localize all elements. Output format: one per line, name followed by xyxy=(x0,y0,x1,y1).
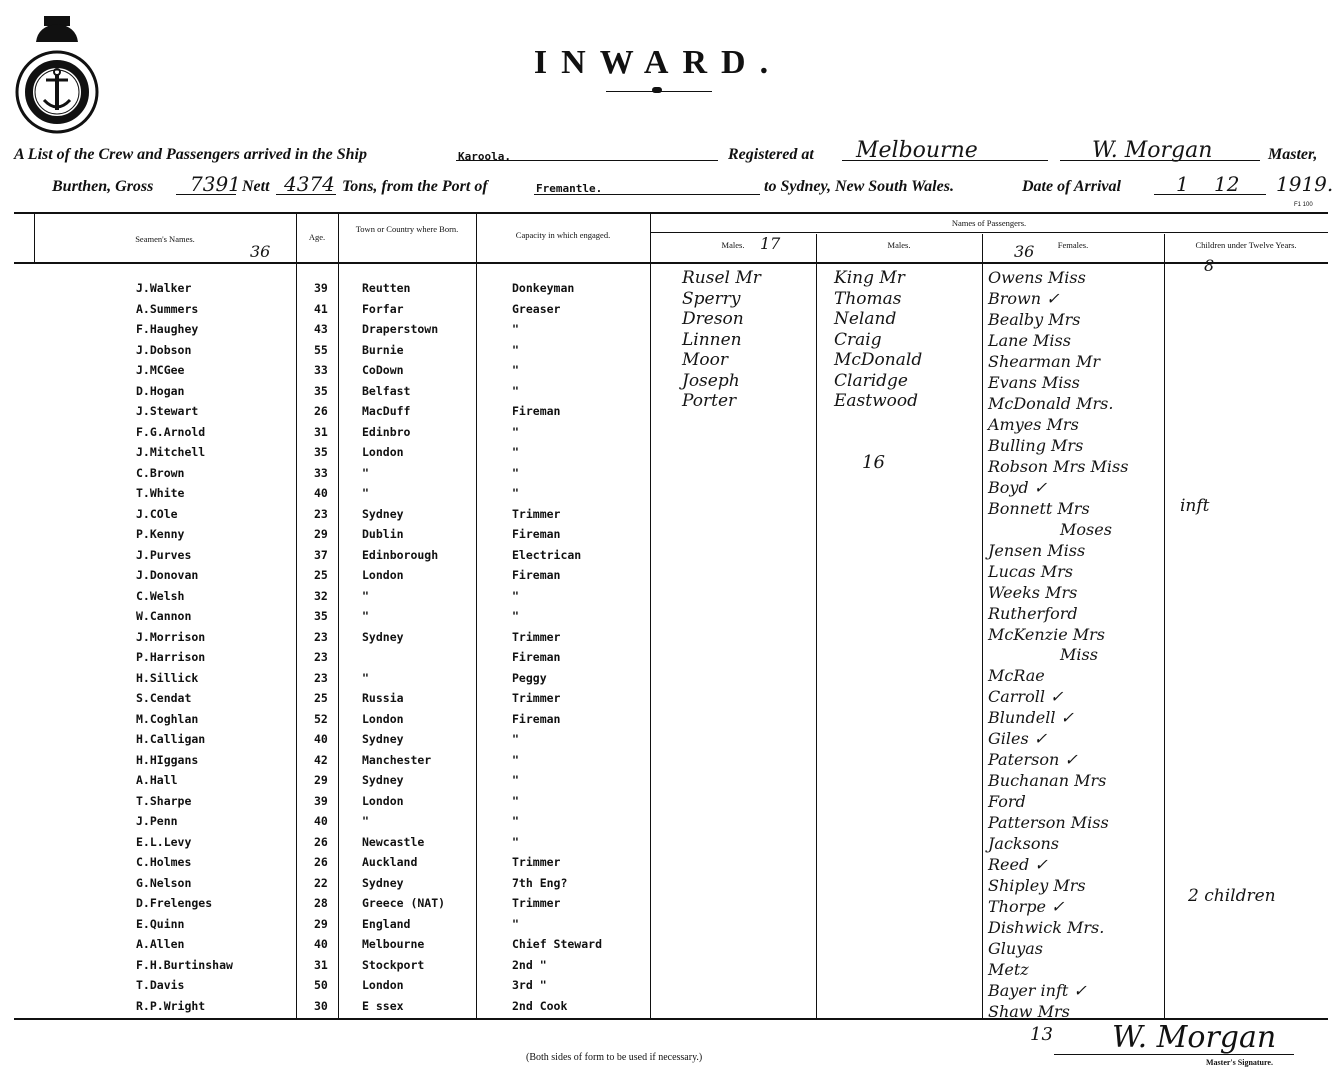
crew-capacity: 2nd Cook xyxy=(512,999,568,1013)
crew-age: 29 xyxy=(314,917,328,931)
passenger-female: Gluyas xyxy=(988,939,1043,958)
title-ornament xyxy=(652,87,662,93)
passenger-female: Bayer inft ✓ xyxy=(988,981,1087,1000)
crew-capacity: " xyxy=(512,814,519,828)
crew-age: 29 xyxy=(314,773,328,787)
crew-birthplace: Belfast xyxy=(362,384,411,398)
crew-capacity: " xyxy=(512,835,519,849)
master-signature: W. Morgan xyxy=(1112,1020,1277,1055)
passenger-female: Shearman Mr xyxy=(988,352,1101,371)
burthen-label: Burthen, Gross xyxy=(52,178,154,195)
header-males-1: Males. xyxy=(721,240,745,250)
crew-age: 23 xyxy=(314,650,328,664)
crew-age: 52 xyxy=(314,712,328,726)
crew-capacity: " xyxy=(512,917,519,931)
crew-capacity: Peggy xyxy=(512,671,547,685)
crew-capacity: " xyxy=(512,343,519,357)
crew-capacity: " xyxy=(512,384,519,398)
crew-name: A.Allen xyxy=(136,937,185,951)
crew-birthplace: Edinborough xyxy=(362,548,439,562)
passenger-female: Boyd ✓ xyxy=(988,478,1048,497)
females-count: 36 xyxy=(1014,242,1035,261)
crew-birthplace: England xyxy=(362,917,411,931)
passenger-male: Sperry xyxy=(682,288,741,309)
crew-age: 35 xyxy=(314,384,328,398)
passenger-female: Reed ✓ xyxy=(988,855,1048,874)
children-note-two: 2 children xyxy=(1188,886,1276,906)
passenger-female: Lucas Mrs xyxy=(988,562,1073,581)
crew-name: A.Summers xyxy=(136,302,199,316)
crew-name: H.Sillick xyxy=(136,671,199,685)
header-children: Children under Twelve Years. xyxy=(1195,240,1297,250)
crew-age: 25 xyxy=(314,568,328,582)
crew-capacity: 3rd " xyxy=(512,978,547,992)
crew-name: C.Holmes xyxy=(136,855,192,869)
crew-name: J.Penn xyxy=(136,814,178,828)
crew-age: 37 xyxy=(314,548,328,562)
crew-birthplace: Reutten xyxy=(362,281,411,295)
crew-birthplace: Auckland xyxy=(362,855,418,869)
passenger-female: Ford xyxy=(988,792,1026,811)
passenger-female: Moses xyxy=(1060,520,1112,539)
registered-at-value: Melbourne xyxy=(856,138,978,163)
passenger-female: Metz xyxy=(988,960,1029,979)
crew-birthplace: Russia xyxy=(362,691,404,705)
passenger-female: Paterson ✓ xyxy=(988,750,1078,769)
passenger-female: Owens Miss xyxy=(988,268,1086,287)
passenger-male: Eastwood xyxy=(834,391,919,411)
passenger-female: McDonald Mrs. xyxy=(988,394,1114,413)
passenger-female: Shipley Mrs xyxy=(988,876,1086,895)
crew-capacity: Chief Steward xyxy=(512,937,603,951)
passenger-female: Blundell ✓ xyxy=(988,708,1074,727)
crew-birthplace: " xyxy=(362,814,369,828)
crew-capacity: Trimmer xyxy=(512,855,561,869)
crew-name: J.Stewart xyxy=(136,404,199,418)
passenger-group-rule xyxy=(650,232,1328,233)
crew-name: T.Davis xyxy=(136,978,185,992)
crew-capacity: " xyxy=(512,486,519,500)
col-divider-born xyxy=(338,214,339,1018)
crew-birthplace: E ssex xyxy=(362,999,404,1013)
crew-name: C.Brown xyxy=(136,466,185,480)
crew-age: 39 xyxy=(314,281,328,295)
crew-age: 40 xyxy=(314,732,328,746)
crew-name: T.White xyxy=(136,486,185,500)
crew-age: 29 xyxy=(314,527,328,541)
passenger-male: Thomas xyxy=(834,288,902,309)
to-sydney-label: to Sydney, New South Wales. xyxy=(764,178,954,195)
arrival-day: 1 xyxy=(1176,172,1189,196)
form-title: INWARD. xyxy=(533,44,783,81)
passenger-female: Bonnett Mrs xyxy=(988,499,1090,518)
crew-age: 26 xyxy=(314,835,328,849)
passenger-male: Craig xyxy=(834,329,882,350)
passenger-female: Giles ✓ xyxy=(988,729,1048,748)
crew-name: J.Donovan xyxy=(136,568,199,582)
passenger-female: Thorpe ✓ xyxy=(988,897,1065,916)
crew-capacity: " xyxy=(512,773,519,787)
crew-age: 43 xyxy=(314,322,328,336)
crew-name: D.Hogan xyxy=(136,384,185,398)
crew-name: S.Cendat xyxy=(136,691,192,705)
passenger-male: McDonald xyxy=(834,350,923,370)
ship-name: Karoola. xyxy=(458,150,511,163)
crew-name: A.Hall xyxy=(136,773,178,787)
crew-capacity: 2nd " xyxy=(512,958,547,972)
footer-note: (Both sides of form to be used if necessary.) xyxy=(526,1052,703,1063)
crew-age: 23 xyxy=(314,671,328,685)
passenger-female: Lane Miss xyxy=(988,331,1071,350)
crew-birthplace: CoDown xyxy=(362,363,404,377)
crew-name: E.L.Levy xyxy=(136,835,192,849)
crew-birthplace: London xyxy=(362,568,404,582)
header-age: Age. xyxy=(308,232,326,242)
date-of-arrival-label: Date of Arrival xyxy=(1022,178,1121,195)
crew-capacity: Fireman xyxy=(512,650,561,664)
crew-name: J.MCGee xyxy=(136,363,185,377)
header-seamen-names: Seamen's Names. xyxy=(135,234,195,244)
crew-capacity: Trimmer xyxy=(512,630,561,644)
crew-name: T.Sharpe xyxy=(136,794,192,808)
crew-birthplace: " xyxy=(362,486,369,500)
passenger-female: Jensen Miss xyxy=(988,541,1086,560)
crew-birthplace: " xyxy=(362,589,369,603)
passenger-female: Jacksons xyxy=(988,834,1059,853)
crew-birthplace: Sydney xyxy=(362,773,404,787)
crew-name: F.H.Burtinshaw xyxy=(136,958,233,972)
crew-birthplace: London xyxy=(362,978,404,992)
crew-birthplace: Melbourne xyxy=(362,937,425,951)
arrival-month: 12 xyxy=(1214,172,1240,196)
master-signature-label: Master's Signature. xyxy=(1206,1058,1273,1067)
nett-label: Nett xyxy=(242,178,270,195)
crew-birthplace: Burnie xyxy=(362,343,404,357)
crew-birthplace: Sydney xyxy=(362,507,404,521)
passenger-male: Joseph xyxy=(682,370,740,391)
signature-rule xyxy=(1054,1054,1294,1055)
col-divider-capacity xyxy=(476,214,477,1018)
arrival-year: 1919. xyxy=(1276,172,1334,196)
crew-age: 33 xyxy=(314,363,328,377)
children-note-inft: inft xyxy=(1180,496,1210,516)
footer-count: 13 xyxy=(1030,1024,1053,1045)
passenger-female: Patterson Miss xyxy=(988,813,1109,832)
crew-name: F.Haughey xyxy=(136,322,199,336)
passenger-female: Carroll ✓ xyxy=(988,687,1064,706)
header-males-2: Males. xyxy=(887,240,911,250)
date-underline xyxy=(1154,194,1266,195)
crew-capacity: " xyxy=(512,466,519,480)
passenger-female: Robson Mrs Miss xyxy=(988,457,1129,476)
crew-age: 39 xyxy=(314,794,328,808)
crew-name: W.Cannon xyxy=(136,609,192,623)
crew-age: 31 xyxy=(314,425,328,439)
passenger-male: Linnen xyxy=(682,329,742,350)
col-divider-children xyxy=(1164,234,1165,1018)
crew-capacity: Electrican xyxy=(512,548,582,562)
crew-birthplace: MacDuff xyxy=(362,404,411,418)
crew-age: 23 xyxy=(314,507,328,521)
header-bottom-rule xyxy=(14,262,1328,264)
passenger-female: Amyes Mrs xyxy=(988,415,1079,434)
crew-birthplace: Manchester xyxy=(362,753,432,767)
crew-age: 26 xyxy=(314,855,328,869)
crew-capacity: Greaser xyxy=(512,302,561,316)
crew-age: 25 xyxy=(314,691,328,705)
crew-birthplace: Draperstown xyxy=(362,322,439,336)
passenger-female: McKenzie Mrs xyxy=(988,625,1105,644)
crew-birthplace: Forfar xyxy=(362,302,404,316)
crew-age: 26 xyxy=(314,404,328,418)
crew-age: 23 xyxy=(314,630,328,644)
males1-count: 17 xyxy=(760,234,781,253)
crew-age: 50 xyxy=(314,978,328,992)
crew-age: 33 xyxy=(314,466,328,480)
crew-name: G.Nelson xyxy=(136,876,192,890)
crew-capacity: " xyxy=(512,732,519,746)
crew-name: J.Walker xyxy=(136,281,192,295)
children-count: 8 xyxy=(1204,256,1215,275)
crew-capacity: " xyxy=(512,589,519,603)
col-divider-age xyxy=(296,214,297,1018)
crew-capacity: Fireman xyxy=(512,527,561,541)
passenger-male: Porter xyxy=(682,391,737,411)
crew-birthplace: Dublin xyxy=(362,527,404,541)
crew-capacity: Fireman xyxy=(512,404,561,418)
line1-prefix: A List of the Crew and Passengers arrived in the Ship xyxy=(14,146,367,163)
crew-age: 30 xyxy=(314,999,328,1013)
crew-age: 40 xyxy=(314,486,328,500)
passenger-male: Claridge xyxy=(834,370,908,391)
crew-age: 42 xyxy=(314,753,328,767)
crew-age: 22 xyxy=(314,876,328,890)
crew-name: H.Calligan xyxy=(136,732,206,746)
passenger-female: Bealby Mrs xyxy=(988,310,1081,329)
crew-capacity: " xyxy=(512,425,519,439)
crew-age: 31 xyxy=(314,958,328,972)
crew-name: J.Purves xyxy=(136,548,192,562)
col-divider-females xyxy=(982,234,983,1018)
crew-birthplace: Greece (NAT) xyxy=(362,896,446,910)
crew-birthplace: London xyxy=(362,794,404,808)
crew-name: J.COle xyxy=(136,507,178,521)
crew-age: 35 xyxy=(314,609,328,623)
passenger-male: King Mr xyxy=(834,268,905,288)
form-number: F1 100 xyxy=(1294,202,1313,208)
crew-name: R.P.Wright xyxy=(136,999,206,1013)
crew-birthplace: Edinbro xyxy=(362,425,411,439)
passenger-female: Buchanan Mrs xyxy=(988,771,1107,790)
master-label: Master, xyxy=(1268,146,1318,163)
passenger-female: Bulling Mrs xyxy=(988,436,1084,455)
crew-name: H.HIggans xyxy=(136,753,199,767)
crew-capacity: Trimmer xyxy=(512,507,561,521)
from-port: Fremantle. xyxy=(536,182,603,195)
gross-value: 7391 xyxy=(190,172,241,196)
crew-age: 35 xyxy=(314,445,328,459)
crew-name: J.Morrison xyxy=(136,630,206,644)
tons-label: Tons, from the Port of xyxy=(342,178,488,195)
crew-name: J.Mitchell xyxy=(136,445,206,459)
crew-capacity: Donkeyman xyxy=(512,281,575,295)
crew-capacity: Fireman xyxy=(512,712,561,726)
crew-capacity: Trimmer xyxy=(512,691,561,705)
crew-birthplace: Stockport xyxy=(362,958,425,972)
crew-name: D.Frelenges xyxy=(136,896,213,910)
crew-capacity: " xyxy=(512,794,519,808)
registered-at-label: Registered at xyxy=(728,146,814,163)
crew-birthplace: Sydney xyxy=(362,732,404,746)
crew-age: 55 xyxy=(314,343,328,357)
crew-name: P.Harrison xyxy=(136,650,206,664)
passenger-female: Dishwick Mrs. xyxy=(988,918,1105,937)
crew-age: 28 xyxy=(314,896,328,910)
crew-name: P.Kenny xyxy=(136,527,185,541)
nett-value: 4374 xyxy=(284,172,335,196)
table-top-rule xyxy=(14,212,1328,214)
passenger-male: Neland xyxy=(834,309,897,329)
passenger-male: Dreson xyxy=(682,309,744,329)
crew-capacity: " xyxy=(512,445,519,459)
crew-capacity: " xyxy=(512,753,519,767)
header-capacity: Capacity in which engaged. xyxy=(515,230,611,240)
crew-capacity: " xyxy=(512,363,519,377)
crew-name: C.Welsh xyxy=(136,589,185,603)
crew-capacity: " xyxy=(512,322,519,336)
crew-birthplace: " xyxy=(362,609,369,623)
crew-birthplace: " xyxy=(362,671,369,685)
passenger-female: Miss xyxy=(1060,645,1098,664)
passenger-female: Weeks Mrs xyxy=(988,583,1078,602)
header-females: Females. xyxy=(1057,240,1089,250)
crew-capacity: 7th Eng? xyxy=(512,876,568,890)
crew-capacity: Trimmer xyxy=(512,896,561,910)
crew-age: 32 xyxy=(314,589,328,603)
crew-birthplace: London xyxy=(362,445,404,459)
crew-age: 40 xyxy=(314,814,328,828)
crew-birthplace: Newcastle xyxy=(362,835,425,849)
passenger-female: McRae xyxy=(988,666,1045,685)
passenger-female: Rutherford xyxy=(988,604,1078,623)
col-divider-passengers xyxy=(650,214,651,1018)
crew-capacity: Fireman xyxy=(512,568,561,582)
header-passengers: Names of Passengers. xyxy=(951,218,1027,228)
crew-birthplace: " xyxy=(362,466,369,480)
crew-birthplace: Sydney xyxy=(362,876,404,890)
passenger-male: Rusel Mr xyxy=(682,268,761,288)
passenger-female: Shaw Mrs xyxy=(988,1002,1070,1021)
crew-capacity: " xyxy=(512,609,519,623)
males2-note: 16 xyxy=(862,452,885,473)
master-name: W. Morgan xyxy=(1092,138,1213,163)
crew-age: 41 xyxy=(314,302,328,316)
crew-name: J.Dobson xyxy=(136,343,192,357)
crew-name: F.G.Arnold xyxy=(136,425,206,439)
col-divider-males2 xyxy=(816,234,817,1018)
crew-age: 40 xyxy=(314,937,328,951)
seamen-count: 36 xyxy=(250,242,271,261)
passenger-female: Brown ✓ xyxy=(988,289,1060,308)
header-born: Town or Country where Born. xyxy=(355,224,459,234)
crew-name: M.Coghlan xyxy=(136,712,199,726)
passenger-male: Moor xyxy=(682,350,729,370)
crew-name: E.Quinn xyxy=(136,917,185,931)
crew-birthplace: London xyxy=(362,712,404,726)
crew-birthplace: Sydney xyxy=(362,630,404,644)
passenger-female: Evans Miss xyxy=(988,373,1080,392)
